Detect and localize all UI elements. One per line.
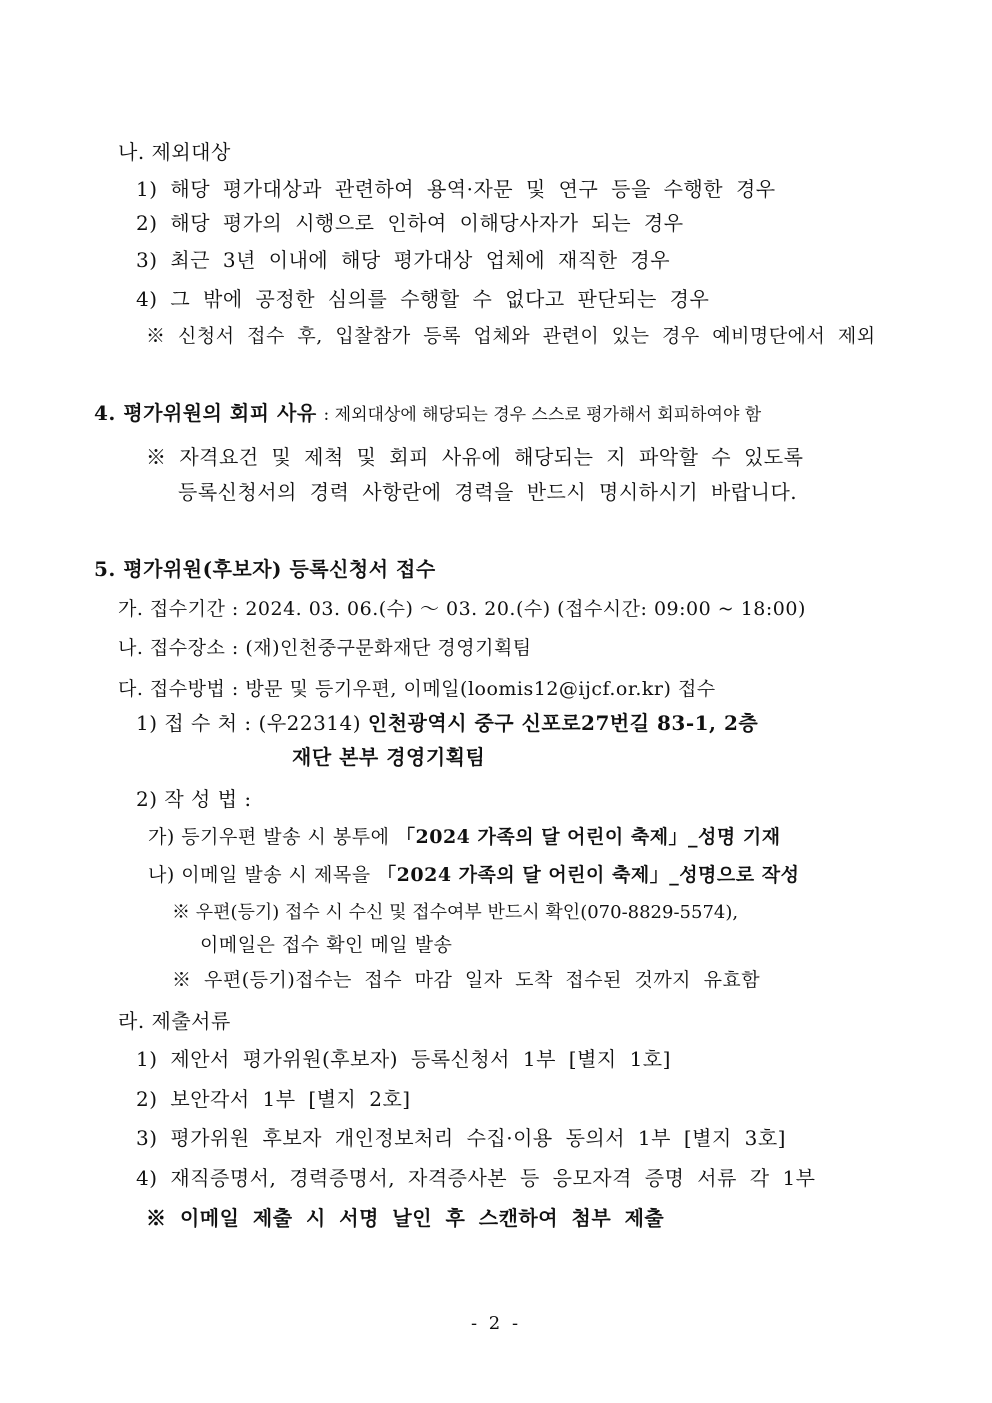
section5-title: 5. 평가위원(후보자) 등록신청서 접수	[94, 557, 436, 581]
section4-heading	[94, 400, 761, 428]
note1-line1: ※ 우편(등기) 접수 시 수신 및 접수여부 반드시 확인(070-8829-5574),	[172, 902, 739, 923]
section4-desc: : 제외대상에 해당되는 경우 스스로 평가해서 회피하여야 함	[323, 405, 762, 425]
exclusion-item-1: 1) 해당 평가대상과 관련하여 용역·자문 및 연구 등을 수행한 경우	[136, 177, 776, 201]
exclusion-item-3: 3) 최근 3년 이내에 해당 평가대상 업체에 재직한 경우	[136, 248, 671, 272]
receipt-place: 나. 접수장소 : (재)인천중구문화재단 경영기획팀	[118, 637, 532, 659]
recipient-line	[136, 710, 758, 736]
page-number: - 2 -	[470, 1313, 522, 1334]
how-ga	[148, 824, 781, 850]
exclusion-item-4: 4) 그 밖에 공정한 심의를 수행할 수 없다고 판단되는 경우	[136, 287, 710, 311]
how-ga-prefix: 가) 등기우편 발송 시 봉투에	[148, 826, 390, 848]
receipt-method: 다. 접수방법 : 방문 및 등기우편, 이메일(loomis12@ijcf.or.kr) 접수	[118, 678, 716, 700]
how-ga-bold: 「2024 가족의 달 어린이 축제」_성명 기재	[396, 826, 781, 848]
doc-item-1: 1) 제안서 평가위원(후보자) 등록신청서 1부 [별지 1호]	[136, 1047, 671, 1071]
section4-note-line2: 등록신청서의 경력 사항란에 경력을 반드시 명시하시기 바랍니다.	[178, 480, 798, 504]
doc-item-3: 3) 평가위원 후보자 개인정보처리 수집·이용 동의서 1부 [별지 3호]	[136, 1126, 786, 1150]
doc-item-2: 2) 보안각서 1부 [별지 2호]	[136, 1087, 411, 1111]
receipt-period: 가. 접수기간 : 2024. 03. 06.(수) ～ 03. 20.(수) (접수시간: 09:00 ~ 18:00)	[118, 598, 806, 620]
how-na-bold: 「2024 가족의 달 어린이 축제」_성명으로 작성	[377, 864, 800, 886]
recipient-address: 인천광역시 중구 신포로27번길 83-1, 2층	[367, 711, 759, 735]
docs-heading: 라. 제출서류	[118, 1009, 231, 1033]
recipient-label: 1) 접 수 처 : (우22314)	[136, 711, 362, 735]
recipient-address-2: 재단 본부 경영기획팀	[292, 745, 486, 769]
exclusion-note: ※ 신청서 접수 후, 입찰참가 등록 업체와 관련이 있는 경우 예비명단에서 제외	[146, 325, 876, 347]
how-label: 2) 작 성 법 :	[136, 787, 252, 811]
how-na-prefix: 나) 이메일 발송 시 제목을	[148, 864, 371, 886]
exclusion-heading: 나. 제외대상	[118, 140, 231, 164]
note2: ※ 우편(등기)접수는 접수 마감 일자 도착 접수된 것까지 유효함	[172, 969, 761, 991]
how-na	[148, 862, 799, 888]
note1-line2: 이메일은 접수 확인 메일 발송	[200, 934, 453, 956]
doc-item-4: 4) 재직증명서, 경력증명서, 자격증사본 등 응모자격 증명 서류 각 1부	[136, 1166, 816, 1190]
final-note: ※ 이메일 제출 시 서명 날인 후 스캔하여 첨부 제출	[146, 1206, 665, 1230]
exclusion-item-2: 2) 해당 평가의 시행으로 인하여 이해당사자가 되는 경우	[136, 211, 684, 235]
section4-note-line1: ※ 자격요건 및 제척 및 회피 사유에 해당되는 지 파악할 수 있도록	[146, 445, 804, 469]
section4-title: 4. 평가위원의 회피 사유	[94, 401, 317, 425]
